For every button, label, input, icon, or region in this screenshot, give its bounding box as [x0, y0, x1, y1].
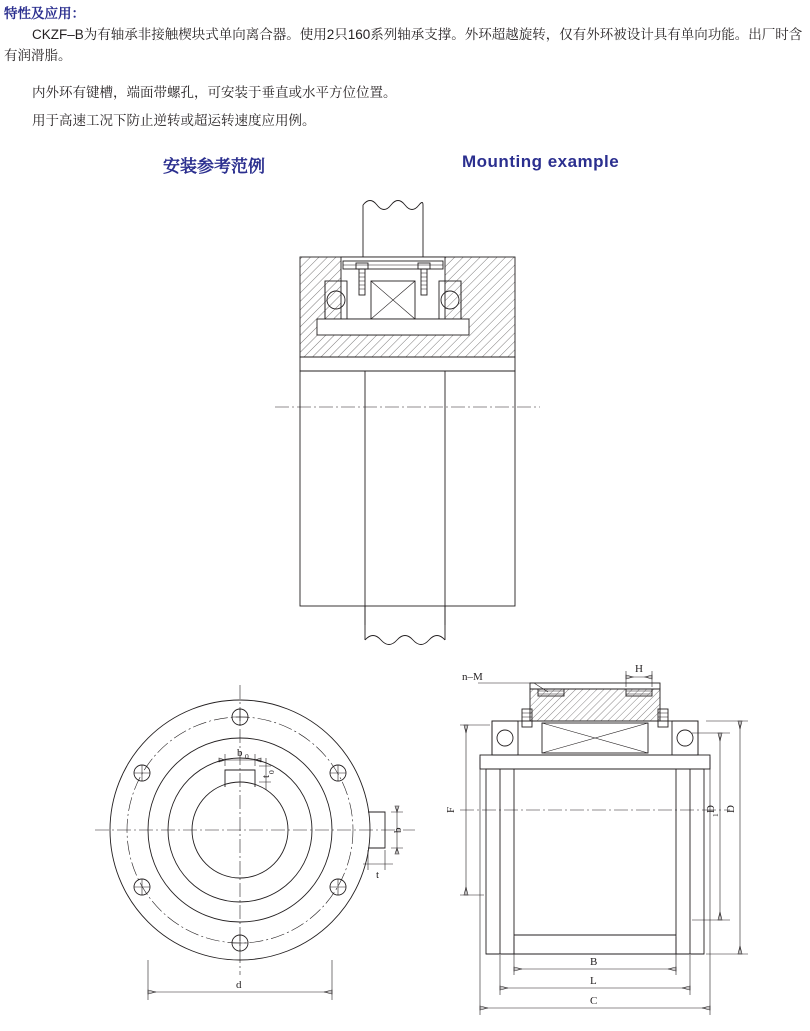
figure-title-en: Mounting example [462, 152, 620, 171]
label-D1: D [705, 805, 717, 813]
section-view-drawing [430, 665, 790, 1025]
label-t0-sub: 0 [267, 770, 276, 774]
label-b0-sub: 0 [245, 752, 249, 761]
label-D1-sub: 1 [711, 813, 720, 817]
paragraph-3: 用于高速工况下防止逆转或超运转速度应用例。 [32, 113, 316, 128]
dimension-h [626, 665, 652, 687]
label-b: b [392, 827, 404, 833]
label-H: H [635, 665, 643, 675]
dimension-b [514, 937, 676, 975]
label-d: d [236, 979, 242, 991]
dimension-d [706, 721, 748, 954]
main-cylinder [480, 755, 710, 954]
label-b0: b [237, 747, 243, 759]
label-t0: t [260, 774, 272, 778]
front-view-drawing [85, 670, 425, 1020]
shaft-top [363, 201, 423, 258]
section-heading: 特性及应用： [4, 6, 85, 21]
figure-title-cn: 安装参考范例 [163, 157, 265, 176]
label-C: C [590, 995, 598, 1007]
label-n-m: n–M [462, 671, 483, 683]
label-D: D [725, 805, 737, 813]
dimension-d1 [692, 733, 730, 920]
label-F: F [445, 806, 457, 813]
section-body [530, 683, 660, 721]
paragraph-2: 内外环有键槽，端面带螺孔，可安装于垂直或水平方位位置。 [32, 85, 397, 100]
shaft-bottom [365, 606, 445, 645]
label-L: L [590, 975, 597, 987]
label-B: B [590, 956, 598, 968]
paragraph-1: CKZF–B为有轴承非接触楔块式单向离合器。使用2只160系列轴承支撑。外环超越旋转，仅有外环被设计具有单向功能。出厂时含有润滑脂。 [4, 27, 803, 63]
mounting-example-drawing [255, 185, 555, 655]
label-t: t [376, 869, 380, 881]
hub-cylinder [300, 371, 515, 625]
keyway-labels [237, 747, 404, 881]
